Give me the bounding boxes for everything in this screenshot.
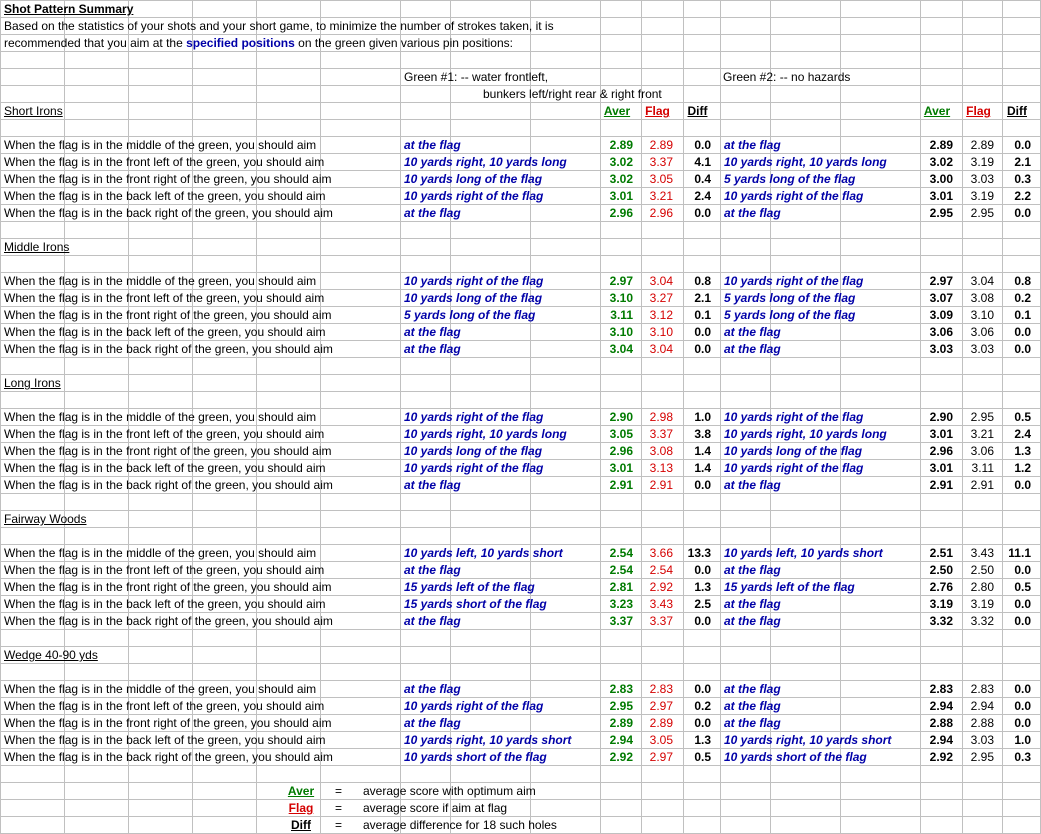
legend-description: average score with optimum aim: [363, 784, 536, 798]
row-label: When the flag is in the front left of the green, you should aim: [4, 427, 325, 441]
g1-aver-value: 2.96: [609, 444, 633, 458]
g1-aver-value: 2.94: [609, 733, 633, 747]
g1-aver-value: 3.10: [609, 291, 633, 305]
g2-flag-value: 3.19: [970, 189, 994, 203]
g1-flag-value: 3.43: [649, 597, 673, 611]
g1-recommended-aim: at the flag: [404, 342, 461, 356]
g2-flag-value: 3.11: [971, 461, 994, 475]
g1-diff-value: 0.0: [694, 614, 711, 628]
g2-recommended-aim: at the flag: [724, 614, 781, 628]
g2-aver-value: 3.07: [929, 291, 953, 305]
g2-recommended-aim: at the flag: [724, 597, 781, 611]
g2-flag-value: 3.04: [970, 274, 994, 288]
g1-recommended-aim: at the flag: [404, 138, 461, 152]
g2-recommended-aim: at the flag: [724, 478, 781, 492]
legend-description: average score if aim at flag: [363, 801, 508, 815]
g1-flag-value: 3.37: [649, 427, 673, 441]
g1-flag-value: 3.27: [649, 291, 673, 305]
g1-recommended-aim: 10 yards right of the flag: [404, 189, 544, 203]
legend-equals: =: [335, 818, 343, 832]
g1-recommended-aim: 15 yards left of the flag: [404, 580, 535, 594]
g2-diff-value: 1.2: [1014, 461, 1031, 475]
g1-diff-value: 1.3: [694, 580, 711, 594]
row-label: When the flag is in the back right of the green, you should aim: [4, 478, 333, 492]
row-label: When the flag is in the back left of the green, you should aim: [4, 461, 326, 475]
g1-recommended-aim: 10 yards right of the flag: [404, 699, 544, 713]
legend-key: Flag: [288, 801, 314, 815]
g1-recommended-aim: 15 yards short of the flag: [404, 597, 547, 611]
g2-aver-value: 3.00: [929, 172, 953, 186]
g2-recommended-aim: 10 yards left, 10 yards short: [724, 546, 883, 560]
g1-diff-value: 0.0: [694, 563, 711, 577]
intro-line-2: [4, 35, 513, 52]
g2-aver-value: 2.94: [929, 699, 953, 713]
g1-diff-value: 0.1: [694, 308, 711, 322]
g2-flag-value: 3.19: [970, 597, 994, 611]
row-label: When the flag is in the back right of the green, you should aim: [4, 342, 333, 356]
g1-diff-value: 1.3: [694, 733, 711, 747]
row-label: When the flag is in the middle of the green, you should aim: [4, 546, 317, 560]
g1-recommended-aim: 10 yards long of the flag: [404, 444, 543, 458]
g1-diff-value: 0.0: [694, 682, 711, 696]
g1-aver-value: 3.37: [609, 614, 633, 628]
row-label: When the flag is in the middle of the green, you should aim: [4, 138, 317, 152]
g1-flag-header: Flag: [645, 104, 670, 118]
g1-aver-value: 3.11: [610, 308, 633, 322]
legend-equals: =: [335, 784, 343, 798]
g1-diff-value: 0.5: [694, 750, 711, 764]
g2-flag-value: 2.50: [970, 563, 994, 577]
g1-flag-value: 2.89: [649, 138, 673, 152]
row-label: When the flag is in the back right of the green, you should aim: [4, 614, 333, 628]
g1-flag-value: 3.13: [649, 461, 673, 475]
g2-flag-value: 2.83: [970, 682, 994, 696]
row-label: When the flag is in the front left of the green, you should aim: [4, 291, 325, 305]
g1-diff-value: 0.0: [694, 342, 711, 356]
g1-diff-value: 13.3: [687, 546, 711, 560]
g1-recommended-aim: 10 yards right, 10 yards long: [404, 427, 567, 441]
g1-aver-value: 3.04: [609, 342, 633, 356]
g2-flag-value: 2.91: [970, 478, 994, 492]
g2-aver-value: 3.32: [929, 614, 953, 628]
g2-aver-header: Aver: [923, 104, 951, 118]
g2-flag-value: 2.80: [970, 580, 994, 594]
section-title: Short Irons: [4, 104, 63, 118]
g2-flag-header: Flag: [966, 104, 991, 118]
intro-line-2-after: on the green given various pin positions:: [298, 36, 513, 50]
g2-recommended-aim: 10 yards right of the flag: [724, 461, 864, 475]
row-label: When the flag is in the front left of the green, you should aim: [4, 563, 325, 577]
g2-diff-value: 0.8: [1014, 274, 1031, 288]
g1-flag-value: 3.04: [649, 342, 673, 356]
g2-flag-value: 3.03: [970, 172, 994, 186]
g2-diff-value: 0.5: [1014, 580, 1031, 594]
legend-description: average difference for 18 such holes: [363, 818, 557, 832]
g2-flag-value: 2.95: [970, 750, 994, 764]
g2-aver-value: 2.51: [929, 546, 953, 560]
g1-aver-value: 3.10: [609, 325, 633, 339]
row-label: When the flag is in the front right of the green, you should aim: [4, 716, 332, 730]
g2-recommended-aim: at the flag: [724, 206, 781, 220]
g2-diff-value: 0.0: [1014, 478, 1031, 492]
g1-aver-value: 2.92: [609, 750, 633, 764]
green1-description-2: bunkers left/right rear & right front: [483, 87, 662, 101]
g2-diff-value: 11.1: [1008, 546, 1031, 560]
g1-aver-value: 2.54: [609, 546, 633, 560]
g2-diff-value: 0.5: [1014, 410, 1031, 424]
g2-aver-value: 2.91: [929, 478, 953, 492]
g2-aver-value: 2.76: [929, 580, 953, 594]
g2-flag-value: 3.21: [970, 427, 994, 441]
g1-recommended-aim: at the flag: [404, 478, 461, 492]
g1-diff-value: 0.8: [694, 274, 711, 288]
g2-recommended-aim: at the flag: [724, 699, 781, 713]
g2-flag-value: 3.19: [970, 155, 994, 169]
g2-aver-value: 3.01: [929, 461, 953, 475]
row-label: When the flag is in the front left of the green, you should aim: [4, 155, 325, 169]
row-label: When the flag is in the back right of the green, you should aim: [4, 206, 333, 220]
g1-recommended-aim: 10 yards short of the flag: [404, 750, 547, 764]
row-label: When the flag is in the back left of the green, you should aim: [4, 189, 326, 203]
g1-aver-value: 2.54: [609, 563, 633, 577]
g2-diff-value: 0.0: [1014, 563, 1031, 577]
g1-flag-value: 2.54: [649, 563, 673, 577]
g1-recommended-aim: 10 yards right, 10 yards short: [404, 733, 572, 747]
g1-diff-value: 0.0: [694, 716, 711, 730]
legend-equals: =: [335, 801, 343, 815]
intro-line-1: Based on the statistics of your shots and your short game, to minimize the number of strokes taken, it is: [4, 19, 554, 33]
g2-aver-value: 3.02: [929, 155, 953, 169]
g2-recommended-aim: 10 yards long of the flag: [724, 444, 863, 458]
g1-diff-value: 0.4: [694, 172, 711, 186]
g1-recommended-aim: at the flag: [404, 716, 461, 730]
g1-flag-value: 2.97: [649, 750, 673, 764]
g2-diff-value: 0.2: [1014, 291, 1031, 305]
g1-diff-value: 2.4: [694, 189, 711, 203]
g2-diff-value: 0.1: [1014, 308, 1031, 322]
g2-diff-value: 0.0: [1014, 716, 1031, 730]
row-label: When the flag is in the back right of the green, you should aim: [4, 750, 333, 764]
g1-aver-value: 3.02: [609, 172, 633, 186]
g2-aver-value: 2.97: [929, 274, 953, 288]
g2-recommended-aim: 10 yards right of the flag: [724, 274, 864, 288]
g2-recommended-aim: at the flag: [724, 682, 781, 696]
g1-diff-value: 0.2: [694, 699, 711, 713]
g1-diff-value: 3.8: [694, 427, 711, 441]
g2-recommended-aim: at the flag: [724, 325, 781, 339]
g1-aver-value: 2.89: [609, 716, 633, 730]
g1-recommended-aim: at the flag: [404, 325, 461, 339]
g2-recommended-aim: at the flag: [724, 563, 781, 577]
g1-aver-value: 2.91: [609, 478, 633, 492]
g2-aver-value: 3.01: [929, 427, 953, 441]
g1-flag-value: 2.89: [649, 716, 673, 730]
g2-aver-value: 2.88: [929, 716, 953, 730]
g2-diff-value: 0.3: [1014, 172, 1031, 186]
g2-flag-value: 3.06: [970, 444, 994, 458]
g2-flag-value: 3.10: [970, 308, 994, 322]
g2-recommended-aim: at the flag: [724, 342, 781, 356]
row-label: When the flag is in the front left of the green, you should aim: [4, 699, 325, 713]
g2-flag-value: 2.89: [970, 138, 994, 152]
g2-diff-value: 0.0: [1014, 682, 1031, 696]
g2-aver-value: 2.89: [929, 138, 953, 152]
g1-recommended-aim: 5 yards long of the flag: [404, 308, 536, 322]
g1-flag-value: 3.66: [649, 546, 673, 560]
g1-flag-value: 3.08: [649, 444, 673, 458]
g1-aver-value: 3.01: [609, 189, 633, 203]
g2-flag-value: 3.03: [970, 342, 994, 356]
g1-recommended-aim: at the flag: [404, 563, 461, 577]
g2-diff-value: 0.0: [1014, 597, 1031, 611]
g2-diff-value: 0.0: [1014, 614, 1031, 628]
g1-aver-value: 2.81: [609, 580, 633, 594]
g1-diff-value: 0.0: [694, 206, 711, 220]
g2-recommended-aim: 10 yards right, 10 yards long: [724, 427, 887, 441]
g2-flag-value: 3.43: [970, 546, 994, 560]
g2-recommended-aim: 5 yards long of the flag: [724, 172, 856, 186]
g2-flag-value: 3.03: [970, 733, 994, 747]
g2-diff-value: 1.3: [1014, 444, 1031, 458]
g2-aver-value: 3.19: [929, 597, 953, 611]
g1-recommended-aim: 10 yards left, 10 yards short: [404, 546, 563, 560]
g1-flag-value: 2.91: [649, 478, 673, 492]
g1-flag-value: 2.96: [649, 206, 673, 220]
g2-diff-value: 0.0: [1014, 138, 1031, 152]
g1-recommended-aim: at the flag: [404, 614, 461, 628]
row-label: When the flag is in the front right of the green, you should aim: [4, 308, 332, 322]
g1-recommended-aim: at the flag: [404, 682, 461, 696]
section-title: Wedge 40-90 yds: [4, 648, 98, 662]
g1-diff-value: 0.0: [694, 138, 711, 152]
g2-aver-value: 2.90: [929, 410, 953, 424]
row-label: When the flag is in the back left of the green, you should aim: [4, 325, 326, 339]
g2-diff-value: 2.2: [1014, 189, 1031, 203]
g2-aver-value: 2.50: [929, 563, 953, 577]
g2-aver-value: 3.01: [929, 189, 953, 203]
g2-diff-value: 0.0: [1014, 699, 1031, 713]
row-label: When the flag is in the back left of the green, you should aim: [4, 597, 326, 611]
g2-aver-value: 2.95: [929, 206, 953, 220]
g1-aver-value: 3.23: [609, 597, 633, 611]
g2-aver-value: 2.94: [929, 733, 953, 747]
g1-flag-value: 2.98: [649, 410, 673, 424]
g1-flag-value: 3.12: [649, 308, 673, 322]
g2-flag-value: 3.32: [970, 614, 994, 628]
row-label: When the flag is in the front right of the green, you should aim: [4, 444, 332, 458]
green1-description: Green #1: -- water frontleft,: [404, 70, 549, 84]
g1-flag-value: 2.97: [649, 699, 673, 713]
row-label: When the flag is in the middle of the green, you should aim: [4, 410, 317, 424]
row-label: When the flag is in the front right of the green, you should aim: [4, 172, 332, 186]
g2-diff-value: 0.0: [1014, 206, 1031, 220]
g1-flag-value: 2.83: [649, 682, 673, 696]
g1-aver-value: 2.90: [609, 410, 633, 424]
g2-diff-value: 2.1: [1014, 155, 1031, 169]
legend-key: Diff: [291, 818, 311, 832]
row-label: When the flag is in the back left of the green, you should aim: [4, 733, 326, 747]
g1-flag-value: 3.10: [649, 325, 673, 339]
g1-recommended-aim: 10 yards right of the flag: [404, 274, 544, 288]
intro-line-2-before: recommended that you aim at the: [4, 36, 183, 50]
section-title: Long Irons: [4, 376, 61, 390]
g2-recommended-aim: 5 yards long of the flag: [724, 308, 856, 322]
g1-aver-value: 2.89: [609, 138, 633, 152]
g2-diff-value: 0.3: [1014, 750, 1031, 764]
sheet-title: Shot Pattern Summary: [4, 2, 134, 16]
g1-flag-value: 3.37: [649, 155, 673, 169]
g2-aver-value: 3.03: [929, 342, 953, 356]
g2-flag-value: 3.08: [970, 291, 994, 305]
g2-diff-value: 0.0: [1014, 342, 1031, 356]
g2-recommended-aim: 15 yards left of the flag: [724, 580, 855, 594]
g1-recommended-aim: 10 yards right, 10 yards long: [404, 155, 567, 169]
g2-aver-value: 3.06: [929, 325, 953, 339]
g2-recommended-aim: 10 yards short of the flag: [724, 750, 867, 764]
g2-recommended-aim: 5 yards long of the flag: [724, 291, 856, 305]
g2-recommended-aim: 10 yards right, 10 yards long: [724, 155, 887, 169]
g1-diff-value: 0.0: [694, 325, 711, 339]
g1-flag-value: 3.21: [649, 189, 673, 203]
g2-recommended-aim: 10 yards right, 10 yards short: [724, 733, 892, 747]
g1-diff-value: 2.1: [694, 291, 711, 305]
g2-diff-value: 2.4: [1014, 427, 1031, 441]
g1-recommended-aim: 10 yards right of the flag: [404, 410, 544, 424]
g2-diff-value: 0.0: [1014, 325, 1031, 339]
g2-diff-value: 1.0: [1014, 733, 1031, 747]
row-label: When the flag is in the middle of the green, you should aim: [4, 682, 317, 696]
g2-diff-header: Diff: [1007, 104, 1027, 118]
g2-aver-value: 2.83: [929, 682, 953, 696]
g1-recommended-aim: 10 yards right of the flag: [404, 461, 544, 475]
g2-aver-value: 3.09: [929, 308, 953, 322]
g1-flag-value: 2.92: [649, 580, 673, 594]
g1-diff-value: 2.5: [694, 597, 711, 611]
g1-recommended-aim: 10 yards long of the flag: [404, 172, 543, 186]
g1-flag-value: 3.05: [649, 172, 673, 186]
g2-recommended-aim: at the flag: [724, 138, 781, 152]
g2-aver-value: 2.96: [929, 444, 953, 458]
g1-recommended-aim: 10 yards long of the flag: [404, 291, 543, 305]
g1-flag-value: 3.37: [649, 614, 673, 628]
g2-flag-value: 3.06: [970, 325, 994, 339]
intro-highlight: specified positions: [186, 36, 295, 50]
g1-aver-value: 3.01: [609, 461, 633, 475]
g1-aver-value: 3.02: [609, 155, 633, 169]
g1-aver-value: 2.95: [609, 699, 633, 713]
g1-aver-value: 2.96: [609, 206, 633, 220]
g1-diff-header: Diff: [687, 104, 708, 118]
section-title: Middle Irons: [4, 240, 70, 254]
g2-recommended-aim: 10 yards right of the flag: [724, 189, 864, 203]
g1-flag-value: 3.04: [649, 274, 673, 288]
g1-recommended-aim: at the flag: [404, 206, 461, 220]
green2-description: Green #2: -- no hazards: [723, 70, 851, 84]
g2-flag-value: 2.95: [970, 206, 994, 220]
g1-diff-value: 4.1: [694, 155, 711, 169]
g2-flag-value: 2.95: [970, 410, 994, 424]
section-title: Fairway Woods: [4, 512, 87, 526]
legend-key: Aver: [287, 784, 315, 798]
g1-diff-value: 1.0: [694, 410, 711, 424]
g2-recommended-aim: 10 yards right of the flag: [724, 410, 864, 424]
g1-diff-value: 1.4: [694, 461, 711, 475]
row-label: When the flag is in the front right of the green, you should aim: [4, 580, 332, 594]
g1-diff-value: 1.4: [694, 444, 711, 458]
g1-flag-value: 3.05: [649, 733, 673, 747]
g1-aver-header: Aver: [603, 104, 631, 118]
g2-flag-value: 2.88: [970, 716, 994, 730]
g2-aver-value: 2.92: [929, 750, 953, 764]
g1-aver-value: 2.97: [609, 274, 633, 288]
g1-aver-value: 3.05: [609, 427, 633, 441]
g1-aver-value: 2.83: [609, 682, 633, 696]
g1-diff-value: 0.0: [694, 478, 711, 492]
g2-recommended-aim: at the flag: [724, 716, 781, 730]
g2-flag-value: 2.94: [970, 699, 994, 713]
row-label: When the flag is in the middle of the green, you should aim: [4, 274, 317, 288]
